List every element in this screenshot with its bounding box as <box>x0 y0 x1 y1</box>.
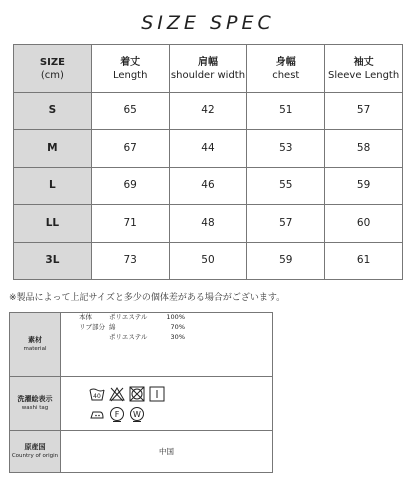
wash-40-icon <box>89 386 105 402</box>
table-row <box>14 205 403 242</box>
size-cell: L <box>14 167 92 204</box>
svg-text:F: F <box>114 409 120 419</box>
iron-medium-icon <box>89 406 105 422</box>
table-row <box>14 130 403 167</box>
size-cell: 3L <box>14 242 92 279</box>
dry-clean-f-icon <box>109 406 125 422</box>
material-row <box>10 313 273 377</box>
size-spec-table <box>13 44 403 280</box>
care-table <box>9 312 273 473</box>
header-chest: 身幅 chest <box>247 45 325 93</box>
size-note: ※製品によって上記サイズと多少の個体差がある場合がございます。 <box>9 293 286 303</box>
wash-label: 洗濯絵表示 washi tag <box>10 377 61 431</box>
sleeve-cell: 60 <box>325 205 403 242</box>
material-item: ポリエステル 30% <box>109 332 185 341</box>
sleeve-cell: 58 <box>325 130 403 167</box>
header-length: 着丈 Length <box>91 45 169 93</box>
shoulder-cell: 50 <box>169 242 247 279</box>
wet-clean-w-icon <box>129 406 145 422</box>
length-cell: 65 <box>91 93 169 130</box>
size-cell: M <box>14 130 92 167</box>
chest-cell: 51 <box>247 93 325 130</box>
header-sleeve-length: 袖丈 Sleeve Length <box>325 45 403 93</box>
header-shoulder-width: 肩幅 shoulder width <box>169 45 247 93</box>
header-size: SIZE (cm) <box>14 45 92 93</box>
page-title: SIZE SPEC <box>141 12 275 34</box>
origin-value: 中国 <box>61 431 273 473</box>
origin-label: 原産国 Country of origin <box>10 431 61 473</box>
svg-text:W: W <box>133 409 141 419</box>
material-item: 本体 ポリエステル 100% <box>79 313 185 321</box>
sleeve-cell: 61 <box>325 242 403 279</box>
length-cell: 69 <box>91 167 169 204</box>
shoulder-cell: 44 <box>169 130 247 167</box>
material-detail <box>61 313 273 377</box>
origin-row <box>10 431 273 473</box>
sleeve-cell: 59 <box>325 167 403 204</box>
table-row <box>14 93 403 130</box>
chest-cell: 53 <box>247 130 325 167</box>
shoulder-cell: 46 <box>169 167 247 204</box>
material-label: 素材 material <box>10 313 61 377</box>
chest-cell: 57 <box>247 205 325 242</box>
wash-row <box>10 377 273 431</box>
length-cell: 71 <box>91 205 169 242</box>
table-header-row <box>14 45 403 93</box>
chest-cell: 59 <box>247 242 325 279</box>
material-item: リブ部分 綿 70% <box>79 322 185 331</box>
chest-cell: 55 <box>247 167 325 204</box>
length-cell: 67 <box>91 130 169 167</box>
size-cell: S <box>14 93 92 130</box>
table-row <box>14 242 403 279</box>
shoulder-cell: 42 <box>169 93 247 130</box>
sleeve-cell: 57 <box>325 93 403 130</box>
no-bleach-icon <box>109 386 125 402</box>
size-cell: LL <box>14 205 92 242</box>
no-tumble-dry-icon <box>129 386 145 402</box>
shoulder-cell: 48 <box>169 205 247 242</box>
line-dry-icon <box>149 386 165 402</box>
wash-icons <box>61 377 273 431</box>
svg-text:40: 40 <box>93 392 101 400</box>
length-cell: 73 <box>91 242 169 279</box>
table-row <box>14 167 403 204</box>
